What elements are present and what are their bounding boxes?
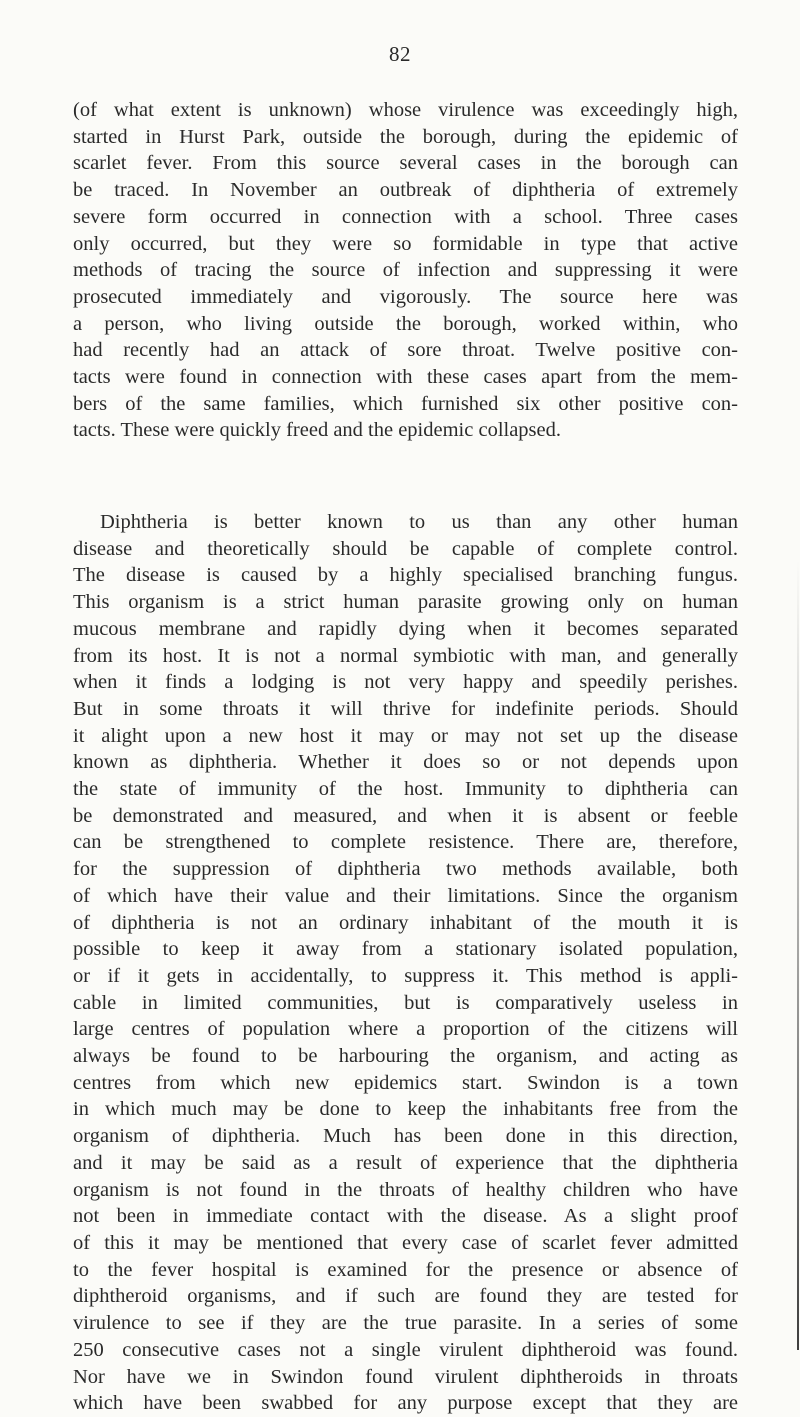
text-line: 250 consecutive cases not a single virulent diphtheroid was found. <box>73 1338 738 1361</box>
text-line: it alight upon a new host it may or may not set up the disease <box>73 724 738 747</box>
text-line: the state of immunity of the host. Immunity to diphtheria can <box>73 778 738 801</box>
text-line: Nor have we in Swindon found virulent diphtheroids in throats <box>73 1365 738 1388</box>
text-line: always be found to be harbouring the organism, and acting as <box>73 1045 738 1068</box>
text-line: organism of diphtheria. Much has been done in this direction, <box>73 1125 738 1148</box>
text-line: which have been swabbed for any purpose except that they are <box>73 1392 738 1415</box>
text-line: only occurred, but they were so formidable in type that active <box>73 232 738 255</box>
text-line: can be strengthened to complete resistence. There are, therefore, <box>73 831 738 854</box>
text-line: and it may be said as a result of experience that the diphtheria <box>73 1151 738 1174</box>
text-line: bers of the same families, which furnished six other positive con- <box>73 392 738 415</box>
text-line: cable in limited communities, but is comparatively useless in <box>73 991 738 1014</box>
text-line: be demonstrated and measured, and when it is absent or feeble <box>73 804 738 827</box>
text-line: a person, who living outside the borough, worked within, who <box>73 312 738 335</box>
text-line: or if it gets in accidentally, to suppress it. This method is appli- <box>73 964 738 987</box>
text-line: severe form occurred in connection with a school. Three cases <box>73 205 738 228</box>
page-edge-shadow <box>797 560 799 1350</box>
text-line: disease and theoretically should be capable of complete control. <box>73 537 738 560</box>
text-line: had recently had an attack of sore throat. Twelve positive con- <box>73 339 738 362</box>
text-line: This organism is a strict human parasite growing only on human <box>73 591 738 614</box>
text-line: for the suppression of diphtheria two methods available, both <box>73 858 738 881</box>
text-line: known as diphtheria. Whether it does so or not depends upon <box>73 751 738 774</box>
text-line: not been in immediate contact with the disease. As a slight proof <box>73 1205 738 1228</box>
text-line: possible to keep it away from a stationary isolated population, <box>73 938 738 961</box>
text-line: large centres of population where a proportion of the citizens will <box>73 1018 738 1041</box>
page-number: 82 <box>389 42 411 66</box>
text-line: tacts. These were quickly freed and the epidemic collapsed. <box>73 419 562 442</box>
text-line: of which have their value and their limitations. Since the organism <box>73 884 738 907</box>
text-line: Diphtheria is better known to us than any other human <box>100 511 738 533</box>
text-line: in which much may be done to keep the inhabitants free from the <box>73 1098 738 1121</box>
text-line: tacts were found in connection with these cases apart from the mem- <box>73 366 738 389</box>
body-paragraph-1 <box>73 97 738 444</box>
text-line: of this it may be mentioned that every case of scarlet fever admitted <box>73 1231 738 1254</box>
text-line: The disease is caused by a highly specialised branching fungus. <box>73 564 738 587</box>
text-line: to the fever hospital is examined for the presence or absence of <box>73 1258 738 1281</box>
text-line: prosecuted immediately and vigorously. The source here was <box>73 285 738 308</box>
text-line: mucous membrane and rapidly dying when it becomes separated <box>73 617 738 640</box>
text-line: of diphtheria is not an ordinary inhabitant of the mouth it is <box>73 911 738 934</box>
text-line: started in Hurst Park, outside the borough, during the epidemic of <box>73 125 738 148</box>
text-line: But in some throats it will thrive for indefinite periods. Should <box>73 697 738 720</box>
paragraph <box>73 509 738 1417</box>
text-line: centres from which new epidemics start. Swindon is a town <box>73 1071 738 1094</box>
paragraph <box>73 97 738 444</box>
text-line: virulence to see if they are the true parasite. In a series of some <box>73 1312 738 1335</box>
text-line: methods of tracing the source of infection and suppressing it were <box>73 259 738 282</box>
text-line: be traced. In November an outbreak of diphtheria of extremely <box>73 179 738 202</box>
text-line: when it finds a lodging is not very happy and speedily perishes. <box>73 671 738 694</box>
text-line: scarlet fever. From this source several cases in the borough can <box>73 152 738 175</box>
text-line: organism is not found in the throats of healthy children who have <box>73 1178 738 1201</box>
text-line: (of what extent is unknown) whose virulence was exceedingly high, <box>73 99 738 121</box>
text-line: diphtheroid organisms, and if such are found they are tested for <box>73 1285 738 1308</box>
text-line: from its host. It is not a normal symbiotic with man, and generally <box>73 644 738 667</box>
body-paragraph-2 <box>73 509 738 1417</box>
